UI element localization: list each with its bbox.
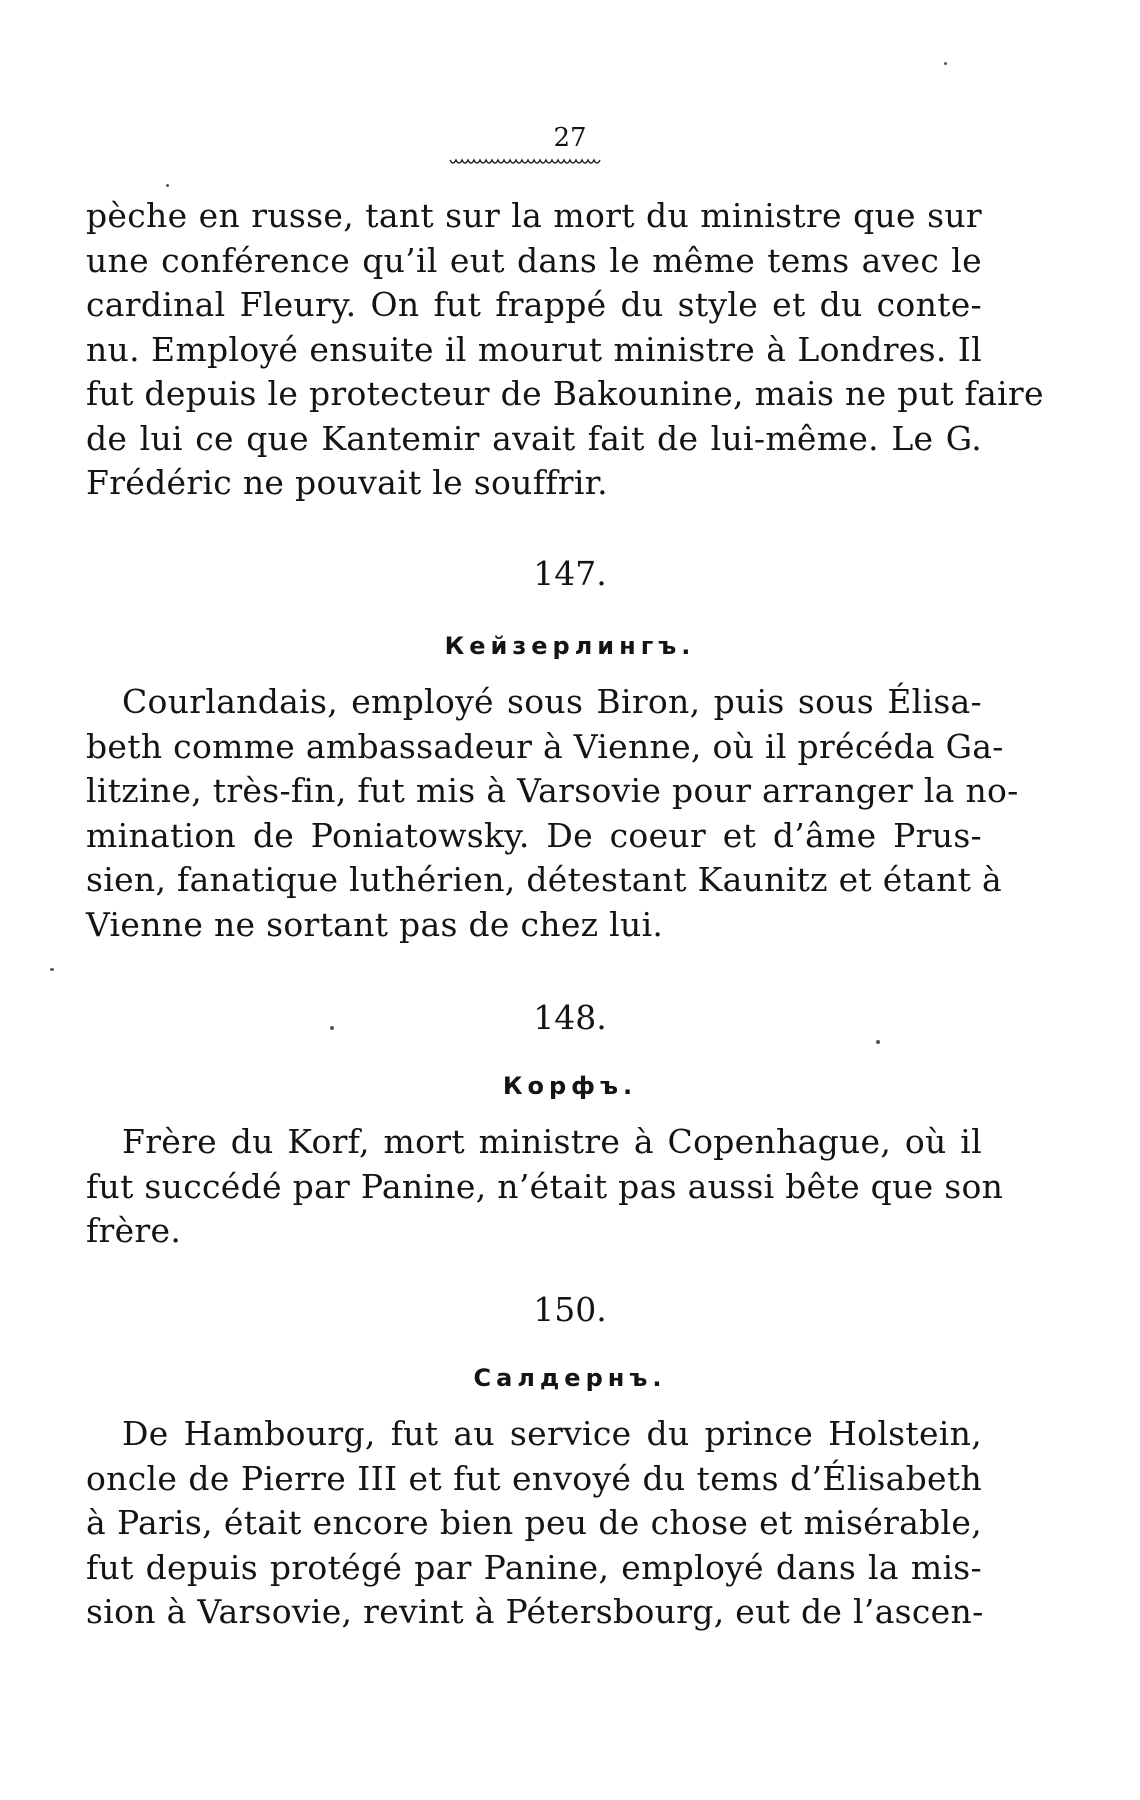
entry-number: 148. [533,998,607,1037]
paragraph-line: Frédéric ne pouvait le souffrir. [86,463,608,502]
paragraph-line: litzine, très-fin, fut mis à Varsovie pour arranger la no- [86,771,1019,810]
paragraph-line: à Paris, était encore bien peu de chose et misérable, [86,1503,982,1542]
entry-name: Салдернъ. [473,1364,667,1392]
intro-paragraph [86,194,1044,506]
paragraph-line: une conférence qu’il eut dans le même tems avec le [86,240,982,280]
paragraph-line: fut depuis le protecteur de Bakounine, mais ne put faire [86,374,1044,413]
page-number: 27 [553,123,587,153]
paragraph-line: De Hambourg, fut au service du prince Holstein, [122,1414,982,1453]
paragraph-line: mination de Poniatowsky. De coeur et d’âme Prus- [86,815,982,855]
entry-name: Корфъ. [502,1072,638,1100]
paragraph-line: Courlandais, employé sous Biron, puis sous Élisa- [122,682,982,721]
paragraph-line: fut depuis protégé par Panine, employé dans la mis- [86,1547,982,1587]
entry-paragraph [86,1412,982,1635]
paragraph-line: pèche en russe, tant sur la mort du ministre que sur [86,196,982,235]
scan-speck [166,184,169,187]
scan-speck [330,1026,334,1030]
entry-number: 147. [533,554,607,593]
wavy-rule-ornament [448,156,604,170]
paragraph-line: cardinal Fleury. On fut frappé du style et du conte- [86,285,982,324]
paragraph-line: sien, fanatique luthérien, détestant Kaunitz et étant à [86,860,1002,899]
scan-speck [50,968,54,971]
entry-paragraph [86,680,1019,947]
paragraph-line: fut succédé par Panine, n’était pas aussi bête que son [86,1166,1004,1206]
scan-speck [876,1040,880,1044]
entry-number: 150. [533,1290,607,1329]
paragraph-line: frère. [86,1211,182,1250]
entry-name: Кейзерлингъ. [444,632,696,660]
paragraph-line: sion à Varsovie, revint à Pétersbourg, eut de l’ascen- [86,1592,984,1631]
paragraph-line: de lui ce que Kantemir avait fait de lui-même. Le G. [86,418,982,458]
paragraph-line: oncle de Pierre III et fut envoyé du tems d’Élisabeth [86,1458,982,1498]
paragraph-line: beth comme ambassadeur à Vienne, où il précéda Ga- [86,726,1004,766]
scan-speck [944,62,947,65]
paragraph-line: Vienne ne sortant pas de chez lui. [86,904,664,944]
entry-paragraph [86,1120,1004,1254]
paragraph-line: nu. Employé ensuite il mourut ministre à Londres. Il [86,329,982,369]
paragraph-line: Frère du Korf, mort ministre à Copenhague, où il [122,1122,982,1161]
